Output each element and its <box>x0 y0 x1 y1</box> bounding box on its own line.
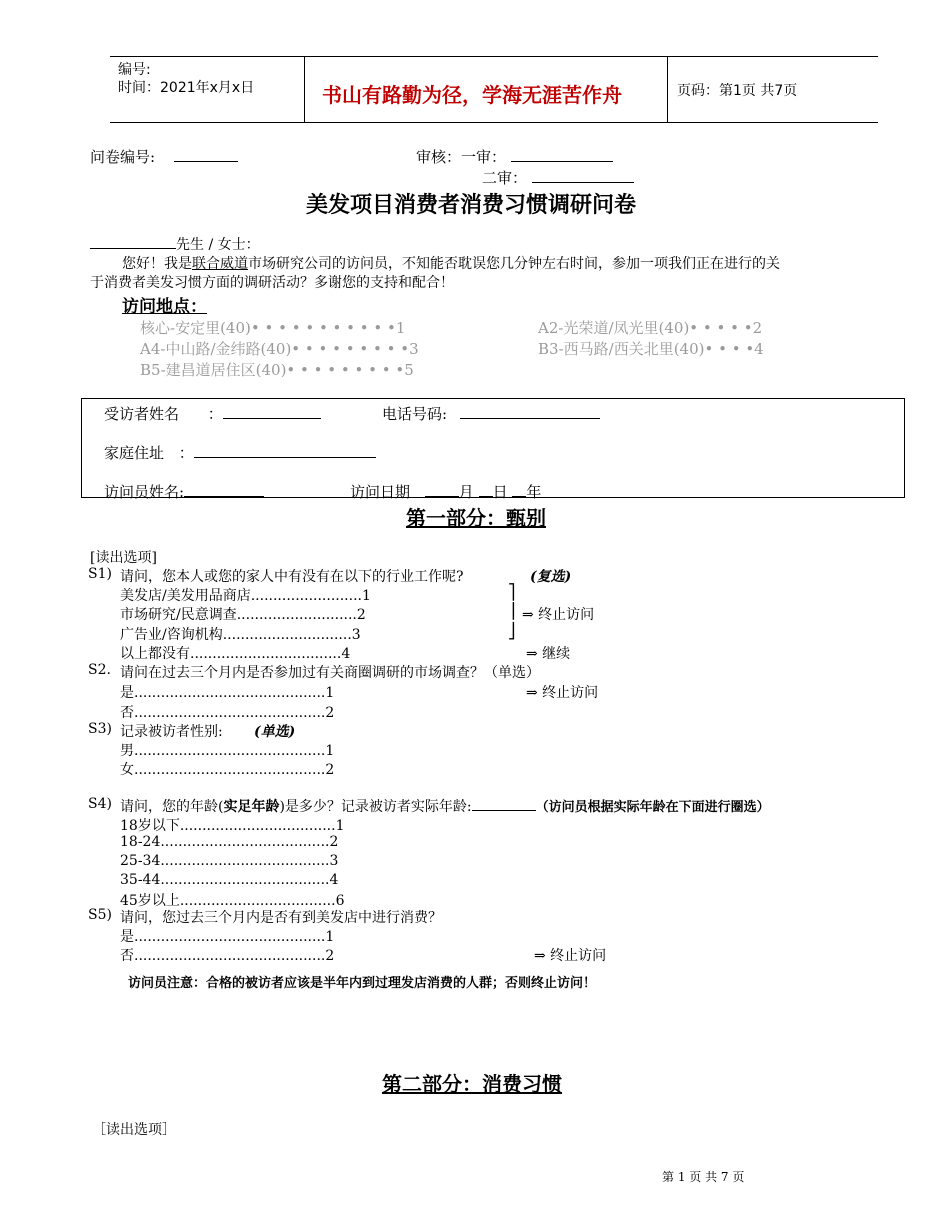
option-label: 否 <box>120 948 134 964</box>
review-second-field[interactable] <box>532 182 634 183</box>
option-leader: ................................... <box>179 818 336 834</box>
month-label: 月 <box>458 483 474 501</box>
s2-option-2[interactable] <box>120 702 334 722</box>
part1-read-options: [读出选项] <box>90 550 157 566</box>
option-code: 3 <box>329 853 339 869</box>
s5-option-1[interactable] <box>120 926 334 946</box>
option-label: 否 <box>120 705 134 721</box>
s4-age-field[interactable] <box>472 810 536 811</box>
s3-type: (单选) <box>254 724 296 740</box>
s1-question <box>88 566 464 585</box>
s2-text: 请问在过去三个月内是否参加过有关商圈调研的市场调查？（单选） <box>120 665 540 681</box>
s2-num: S2. <box>88 662 111 678</box>
option-leader: ............................. <box>222 627 352 643</box>
part1-title: 第一部分：甄别 <box>406 506 546 530</box>
respondent-name-colon: ： <box>207 405 223 423</box>
option-leader: ........................................... <box>134 929 326 945</box>
s4-option-1[interactable] <box>120 815 345 835</box>
s4-text-a: 请问，您的年龄( <box>120 799 224 815</box>
option-label: 18-24 <box>120 834 161 850</box>
address-field[interactable] <box>194 457 376 458</box>
address-row <box>104 442 376 463</box>
header-number-label: 编号: <box>118 62 151 78</box>
s4-num: S4) <box>88 796 112 812</box>
option-leader: ........................... <box>236 607 357 623</box>
phone-label: 电话号码: <box>382 405 448 423</box>
option-leader: ........................................... <box>134 705 326 721</box>
s1-num: S1) <box>88 566 112 582</box>
page-footer: 第 1 页 共 7 页 <box>662 1170 745 1184</box>
address-colon: ： <box>178 444 194 462</box>
s1-bracket-2: ⎥ <box>508 602 516 620</box>
option-code: 2 <box>325 948 335 964</box>
s5-text: 请问，您过去三个月内是否有到美发店中进行消费？ <box>120 910 442 926</box>
review-first <box>416 146 613 167</box>
year-field[interactable] <box>512 496 526 497</box>
s4-option-2[interactable] <box>120 834 338 850</box>
address-label: 家庭住址 <box>104 444 165 462</box>
questionnaire-no-label: 问卷编号: <box>90 148 156 166</box>
location-item-2: A2-光荣道/凤光里(40)• • • • •2 <box>538 319 763 337</box>
option-code: 2 <box>356 607 366 623</box>
s1-option-3[interactable] <box>120 624 361 644</box>
option-code: 4 <box>329 872 339 888</box>
option-label: 广告业/咨询机构 <box>120 627 223 643</box>
s3-text: 记录被访者性别: <box>120 724 223 740</box>
salutation-text: 先生 / 女士： <box>176 237 260 253</box>
option-leader: ......................... <box>250 588 362 604</box>
intro-line-2: 于消费者美发习惯方面的调研活动？多谢您的支持和配合！ <box>90 275 454 291</box>
option-label: 美发店/美发用品商店 <box>120 588 251 604</box>
option-code: 1 <box>325 743 335 759</box>
s1-bracket-1: ⎤ <box>508 583 516 601</box>
s5-num: S5) <box>88 907 112 923</box>
questionnaire-no-field[interactable] <box>174 161 238 162</box>
option-leader: ...................................... <box>160 872 330 888</box>
location-item-1: 核心-安定里(40)• • • • • • • • • • •1 <box>140 319 406 337</box>
header-divider-2 <box>667 56 668 122</box>
intro-text-a: 您好！我是 <box>122 256 192 272</box>
questionnaire-no <box>90 146 238 167</box>
location-item-5: B5-建昌道居住区(40)• • • • • • • • •5 <box>140 361 414 379</box>
option-code: 6 <box>335 893 345 909</box>
option-code: 2 <box>325 762 335 778</box>
s1-option-4[interactable] <box>120 643 350 663</box>
option-code: 3 <box>351 627 361 643</box>
review-second-label: 二审： <box>482 169 528 187</box>
header-time-label: 时间：2021年x月x日 <box>118 80 255 96</box>
s3-option-2[interactable] <box>120 759 334 779</box>
s1-text: 请问，您本人或您的家人中有没有在以下的行业工作呢? <box>120 569 464 585</box>
header-motto: 书山有路勤为径，学海无涯苦作舟 <box>322 83 622 107</box>
interviewer-note: 访问员注意：合格的被访者应该是半年内到过理发店消费的人群；否则终止访问！ <box>128 976 597 991</box>
location-item-3: A4-中山路/金纬路(40)• • • • • • • • •3 <box>140 340 419 358</box>
s1-continue-note: ⇒ 继续 <box>526 646 571 662</box>
s1-stop-note: ⇒ 终止访问 <box>522 607 595 623</box>
interviewer-row <box>104 481 264 502</box>
phone-field[interactable] <box>460 418 600 419</box>
option-label: 25-34 <box>120 853 161 869</box>
option-leader: ........................................... <box>134 948 326 964</box>
s5-stop-note: ⇒ 终止访问 <box>534 948 607 964</box>
option-label: 是 <box>120 929 134 945</box>
locations-heading: 访问地点： <box>122 297 207 317</box>
option-code: 1 <box>335 818 345 834</box>
interview-date-label: 访问日期 <box>350 483 411 501</box>
phone-row <box>382 403 600 424</box>
page-title: 美发项目消费者消费习惯调研问卷 <box>306 193 637 218</box>
review-first-field[interactable] <box>511 161 613 162</box>
s1-option-2[interactable] <box>120 604 366 624</box>
option-code: 2 <box>325 705 335 721</box>
header-page-label: 页码：第1页 共7页 <box>677 83 798 99</box>
respondent-name-field[interactable] <box>223 418 321 419</box>
intro-line-1 <box>122 253 780 273</box>
option-code: 1 <box>325 685 335 701</box>
intro-text-b: 市场研究公司的访问员，不知能否耽误您几分钟左右时间，参加一项我们正在进行的关 <box>248 256 780 272</box>
option-code: 1 <box>325 929 335 945</box>
s1-bracket-3: ⎦ <box>508 622 516 640</box>
part2-title: 第二部分：消费习惯 <box>382 1072 562 1096</box>
review-first-label: 审核：一审： <box>416 148 507 166</box>
option-label: 35-44 <box>120 872 161 888</box>
header-divider-1 <box>304 56 305 122</box>
s3-option-1[interactable] <box>120 740 334 760</box>
respondent-name-label: 受访者姓名 <box>104 405 180 423</box>
s4-instruction: （访问员根据实际年龄在下面进行圈选） <box>535 800 770 815</box>
s4-question <box>88 796 770 815</box>
s2-question <box>88 662 540 681</box>
s3-num: S3) <box>88 721 112 737</box>
respondent-name-row <box>104 403 321 424</box>
interviewer-label: 访问员姓名: <box>104 483 185 501</box>
header-top-rule <box>110 56 878 57</box>
salutation <box>90 234 260 254</box>
s1-type: (复选) <box>530 569 572 585</box>
option-leader: ........................................... <box>134 685 326 701</box>
s2-stop-note: ⇒ 终止访问 <box>526 685 599 701</box>
header-bottom-rule <box>110 122 878 123</box>
s4-option-3[interactable] <box>120 853 338 869</box>
interview-date-row <box>350 481 541 502</box>
option-label: 市场研究/民意调查 <box>120 607 237 623</box>
option-leader: ...................................... <box>160 834 330 850</box>
s4-text-bold: 实足年龄 <box>223 799 280 815</box>
s1-option-1[interactable] <box>120 585 371 605</box>
option-leader: ...................................... <box>160 853 330 869</box>
option-label: 男 <box>120 743 134 759</box>
company-name: 联合威道 <box>192 256 248 272</box>
part2-read-options: ［读出选项］ <box>92 1122 176 1138</box>
s4-option-4[interactable] <box>120 872 338 888</box>
option-code: 1 <box>361 588 371 604</box>
option-label: 女 <box>120 762 134 778</box>
day-field[interactable] <box>479 496 493 497</box>
interviewer-field[interactable] <box>184 496 264 497</box>
option-code: 2 <box>329 834 339 850</box>
option-label: 以上都没有 <box>120 646 190 662</box>
option-code: 4 <box>341 646 351 662</box>
name-blank[interactable] <box>90 248 176 249</box>
option-leader: ........................................... <box>134 743 326 759</box>
s2-option-1[interactable] <box>120 682 334 702</box>
s3-question <box>88 721 223 740</box>
option-label: 45岁以上 <box>120 893 180 909</box>
option-label: 18岁以下 <box>120 818 180 834</box>
day-label: 日 <box>492 483 508 501</box>
option-label: 是 <box>120 685 134 701</box>
year-label: 年 <box>526 483 542 501</box>
s5-question <box>88 907 442 926</box>
option-leader: .................................. <box>190 646 342 662</box>
month-field[interactable] <box>425 496 459 497</box>
s5-option-2[interactable] <box>120 945 334 965</box>
review-second <box>482 167 634 188</box>
s4-text-b: )是多少？记录被访者实际年龄: <box>279 799 472 815</box>
option-leader: ................................... <box>179 893 336 909</box>
option-leader: ........................................... <box>134 762 326 778</box>
location-item-4: B3-西马路/西关北里(40)• • • •4 <box>538 340 764 358</box>
